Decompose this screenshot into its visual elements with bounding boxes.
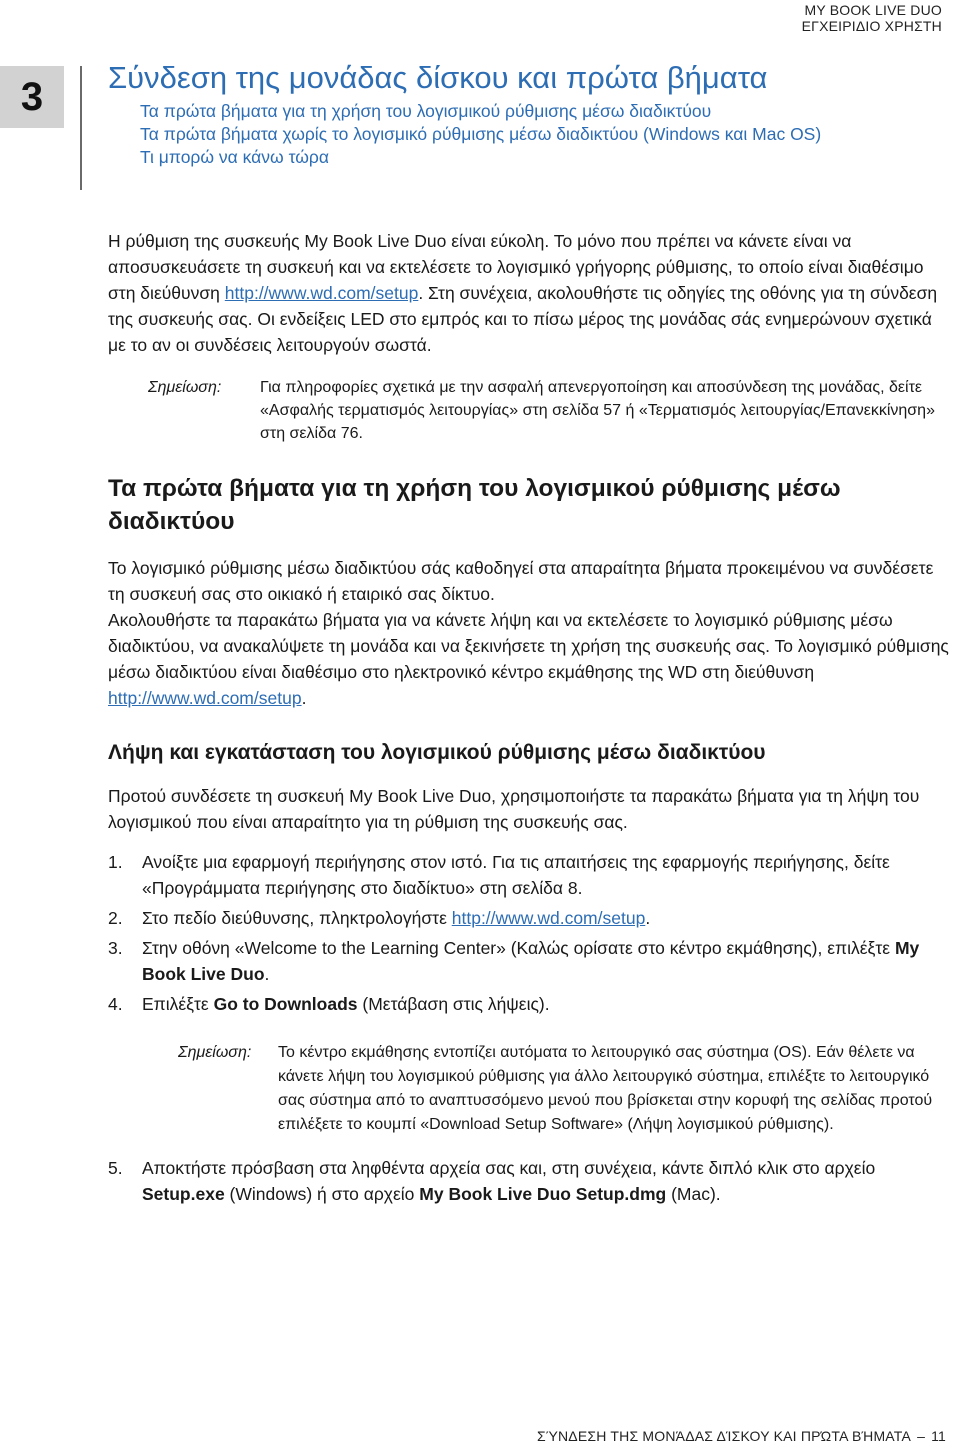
step-text-end: . (645, 908, 651, 928)
step-number: 4. (108, 994, 123, 1014)
step-item (108, 935, 954, 987)
step-item (108, 849, 954, 901)
install-steps-continued (108, 1155, 954, 1207)
intro-text: Η ρύθμιση της συσκευής My Book Live Duo είναι εύκολη. Το μόνο που πρέπει να κάνετε είναι να αποσυσκευάσετε τη συσκευή και να εκτελέσετε το λογισμικό γρήγορης ρύθμισης, το οποίο είναι διαθέσιμο στη διεύθυνση (108, 231, 924, 303)
footer-chapter-title: ΣΎΝΔΕΣΗ ΤΗΣ ΜΟΝΆΔΑΣ ΔΊΣΚΟΥ ΚΑΙ ΠΡΏΤΑ ΒΉΜΑΤΑ (536, 1428, 912, 1444)
step-number: 1. (108, 852, 123, 872)
note-text: Το κέντρο εκμάθησης εντοπίζει αυτόματα το λειτουργικό σας σύστημα (OS). Εάν θέλετε να κάνετε λήψη του λογισμικού ρύθμισης για άλλο λειτουργικό σύστημα, επιλέξτε το λειτουργικό σας σύστημα από το αναπτυσσόμενο μενού που βρίσκεται στην κορυφή της σελίδας προτού επιλέξετε το κουμπί «Download Setup Software» (Λήψη λογισμικού ρύθμισης). (278, 1044, 933, 1133)
section-1-paragraph-1: Το λογισμικό ρύθμισης μέσω διαδικτύου σάς καθοδηγεί στα απαραίτητα βήματα προκειμένου να συνδέσετε τη συσκευή σας στο οικιακό ή εταιρικό σας δίκτυο. (108, 558, 934, 604)
page-content (108, 228, 954, 1207)
toc-link-without-web-setup[interactable]: Τα πρώτα βήματα χωρίς το λογισμικό ρύθμισης μέσω διαδικτύου (Windows και Mac OS) (140, 124, 822, 144)
step-item (108, 991, 954, 1017)
running-header (802, 2, 942, 34)
step-ui-label: My Book Live Duo (142, 938, 920, 984)
step-text-end: (Mac). (666, 1184, 721, 1204)
step-text-end: . (264, 964, 270, 984)
page-footer (537, 1428, 946, 1444)
step-text (142, 1155, 954, 1207)
header-product: MY BOOK LIVE DUO (804, 2, 942, 18)
header-doc-type: ΕΓΧΕΙΡΙΔΙΟ ΧΡΗΣΤΗ (801, 18, 942, 34)
step-file-name-windows: Setup.exe (142, 1184, 225, 1204)
note-label: Σημείωση: (148, 379, 222, 396)
note-text: Για πληροφορίες σχετικά με την ασφαλή απενεργοποίηση και αποσύνδεση της μονάδας, δείτε «Ασφαλής τερματισμός λειτουργίας» στη σελίδα 57 ή «Τερματισμός λειτουργίας/Επανεκκίνηση» στη σελίδα 76. (260, 379, 935, 442)
step-text (142, 991, 954, 1017)
step-number: 5. (108, 1158, 123, 1178)
learning-center-link[interactable]: http://www.wd.com/setup (108, 688, 302, 708)
note-label: Σημείωση: (178, 1044, 252, 1061)
step-text: Ανοίξτε μια εφαρμογή περιήγησης στον ιστό. Για τις απαιτήσεις της εφαρμογής περιήγησης, δείτε «Προγράμματα περιήγησης στο διαδίκτυο» στη σελίδα 8. (142, 852, 890, 898)
step-ui-label: Go to Downloads (213, 994, 358, 1014)
setup-link[interactable]: http://www.wd.com/setup (224, 283, 419, 303)
footer-separator: – (917, 1428, 926, 1444)
step-text-start: Στην οθόνη «Welcome to the Learning Center» (Καλώς ορίσατε στο κέντρο εκμάθησης), επιλέξτε (142, 938, 895, 958)
step-text-start: Στο πεδίο διεύθυνσης, πληκτρολογήστε (142, 908, 452, 928)
section-2-intro: Προτού συνδέσετε τη συσκευή My Book Live Duo, χρησιμοποιήστε τα παρακάτω βήματα για τη λήψη του λογισμικού που είναι απαραίτητο για τη ρύθμιση της συσκευής σας. (108, 786, 920, 832)
step-text-start: Αποκτήστε πρόσβαση στα ληφθέντα αρχεία σας και, στη συνέχεια, κάντε διπλό κλικ στο αρχείο (142, 1158, 876, 1178)
note-shutdown (148, 376, 954, 445)
intro-text-continued: . Στη συνέχεια, ακολουθήστε τις οδηγίες της οθόνης για τη σύνδεση της συσκευής σας. Οι ενδείξεις LED στο εμπρός και το πίσω μέρος της μονάδας σάς ενημερώνουν σχετικά με το αν οι συνδέσεις λειτουργούν σωστά. (108, 283, 938, 355)
section-title-web-setup: Τα πρώτα βήματα για τη χρήση του λογισμικού ρύθμισης μέσω διαδικτύου (108, 475, 841, 535)
chapter-number: 3 (20, 74, 44, 119)
step-text (142, 905, 954, 931)
footer-page-number: 11 (931, 1428, 946, 1444)
chapter-toc (140, 100, 920, 169)
chapter-divider (80, 66, 82, 190)
step-text (142, 935, 954, 987)
step-item (108, 1155, 954, 1207)
toc-link-what-next[interactable]: Τι μπορώ να κάνω τώρα (140, 147, 329, 167)
section-1-paragraph-2 (108, 607, 954, 711)
note-os-detection (178, 1041, 954, 1137)
step-text-mid: (Windows) ή στο αρχείο (224, 1184, 420, 1204)
step-number: 2. (108, 908, 123, 928)
step-text-start: Επιλέξτε (142, 994, 214, 1014)
chapter-number-box (0, 66, 64, 128)
section-1-paragraph-2-end: . (301, 688, 307, 708)
step-file-name-mac: My Book Live Duo Setup.dmg (419, 1184, 667, 1204)
step-number: 3. (108, 938, 123, 958)
step-item (108, 905, 954, 931)
section-1-paragraph-2-text: Ακολουθήστε τα παρακάτω βήματα για να κάνετε λήψη και να εκτελέσετε το λογισμικό ρύθμισης μέσω διαδικτύου, να ανακαλύψετε τη μονάδα και να ξεκινήσετε τη χρήση της συσκευής σας. Το λογισμικό ρύθμισης μέσω διαδικτύου είναι διαθέσιμο στο ηλεκτρονικό κέντρο εκμάθησης της WD στη διεύθυνση (108, 610, 949, 682)
step-setup-link[interactable]: http://www.wd.com/setup (451, 908, 646, 928)
toc-link-web-setup[interactable]: Τα πρώτα βήματα για τη χρήση του λογισμικού ρύθμισης μέσω διαδικτύου (140, 101, 712, 121)
section-title-download-install: Λήψη και εγκατάσταση του λογισμικού ρύθμισης μέσω διαδικτύου (108, 741, 766, 764)
install-steps (108, 849, 954, 1017)
intro-paragraph (108, 228, 954, 358)
chapter-title: Σύνδεση της μονάδας δίσκου και πρώτα βήματα (108, 60, 768, 95)
step-text-end: (Μετάβαση στις λήψεις). (357, 994, 550, 1014)
